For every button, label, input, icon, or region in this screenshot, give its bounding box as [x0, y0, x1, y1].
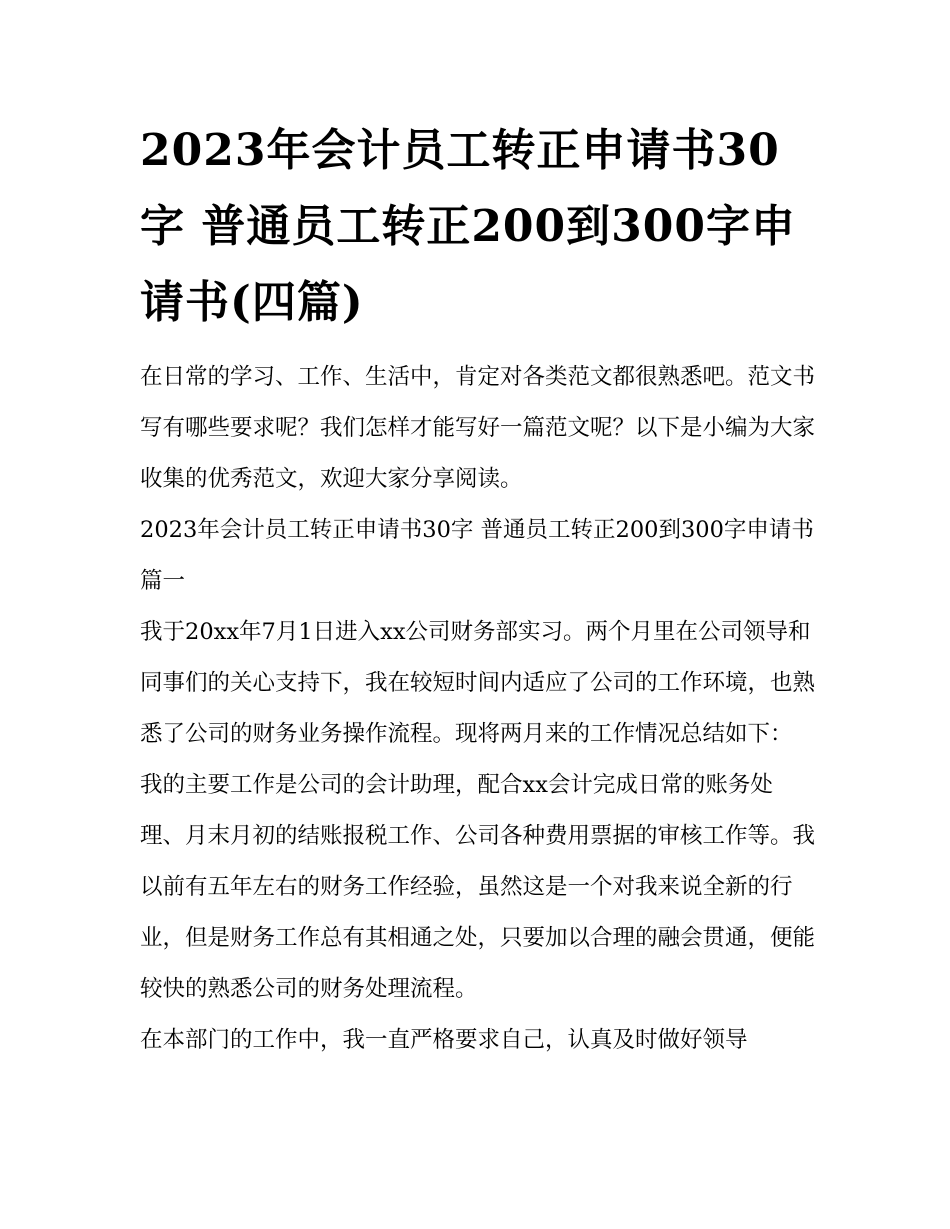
body-paragraph: 我于20xx年7月1日进入xx公司财务部实习。两个月里在公司领导和同事们的关心支持下，我在较短时间内适应了公司的工作环境，也熟悉了公司的财务业务操作流程。现将两月来的工作情况总结如下： [140, 619, 816, 747]
document-title: 2023年会计员工转正申请书30字 普通员工转正200到300字申请书(四篇) [140, 125, 797, 328]
document-page [140, 0, 815, 1229]
document-body [140, 352, 815, 1066]
intro-paragraph: 在日常的学习、工作、生活中，肯定对各类范文都很熟悉吧。范文书写有哪些要求呢？我们怎样才能写好一篇范文呢？以下是小编为大家收集的优秀范文，欢迎大家分享阅读。 [140, 364, 816, 492]
section-heading: 2023年会计员工转正申请书30字 普通员工转正200到300字申请书篇一 [140, 517, 814, 594]
body-paragraph: 在本部门的工作中，我一直严格要求自己，认真及时做好领导 [140, 1027, 748, 1053]
body-paragraph: 我的主要工作是公司的会计助理，配合xx会计完成日常的账务处理、月末月初的结账报税工作、公司各种费用票据的审核工作等。我以前有五年左右的财务工作经验，虽然这是一个对我来说全新的行业，但是财务工作总有其相通之处，只要加以合理的融会贯通，便能较快的熟悉公司的财务处理流程。 [140, 772, 816, 1002]
